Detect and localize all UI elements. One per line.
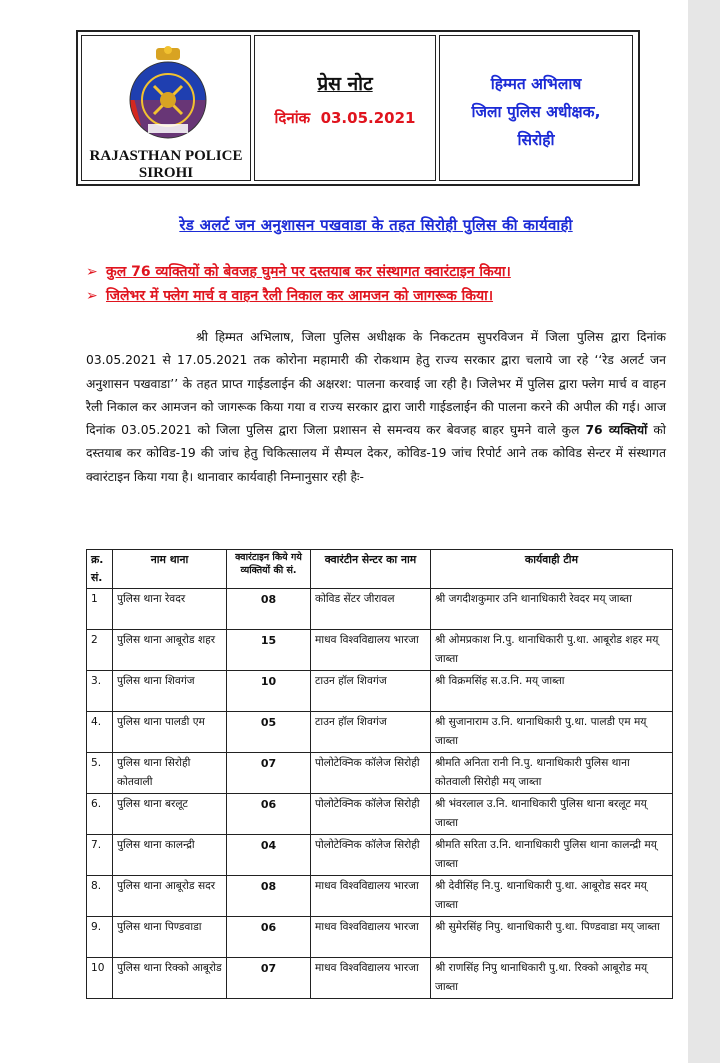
cell-count: 08 xyxy=(227,589,311,630)
body-text-part2: को दस्तयाब कर कोविड-19 की जांच हेतु चिकित्सालय में सैम्पल देकर, कोविड-19 जांच रिपोर्ट आने तक कोविड सेन्टर में संस्थागत क्वारंटाइन किया गया है। थानावार कार्यवाही निम्नानुसार रही हैः- xyxy=(86,423,666,484)
press-note-cell xyxy=(254,35,436,181)
table-row xyxy=(87,958,673,999)
cell-sno: 3. xyxy=(87,671,113,712)
cell-center: माधव विश्वविद्यालय भारजा xyxy=(311,958,431,999)
cell-team: श्री सुमेरसिंह निपु. थानाधिकारी पु.था. पिण्डवाडा मय् जाब्ता xyxy=(431,917,673,958)
bullet-item xyxy=(86,260,666,284)
cell-center: माधव विश्वविद्यालय भारजा xyxy=(311,876,431,917)
cell-count: 06 xyxy=(227,917,311,958)
officer-designation: जिला पुलिस अधीक्षक, xyxy=(471,103,601,121)
cell-station: पुलिस थाना कालन्द्री xyxy=(113,835,227,876)
cell-sno: 8. xyxy=(87,876,113,917)
cell-center: पोलोटेक्निक कॉलेज सिरोही xyxy=(311,794,431,835)
officer-block xyxy=(440,70,632,154)
date-label: दिनांक xyxy=(274,109,311,127)
table-row xyxy=(87,917,673,958)
header-box xyxy=(76,30,640,186)
cell-center: माधव विश्वविद्यालय भारजा xyxy=(311,917,431,958)
officer-district: सिरोही xyxy=(517,131,555,149)
logo-cell xyxy=(81,35,251,181)
cell-sno: 10 xyxy=(87,958,113,999)
cell-center: पोलोटेक्निक कॉलेज सिरोही xyxy=(311,835,431,876)
cell-center: कोविड सेंटर जीरावल xyxy=(311,589,431,630)
officer-cell xyxy=(439,35,633,181)
cell-sno: 9. xyxy=(87,917,113,958)
cell-center: पोलोटेक्निक कॉलेज सिरोही xyxy=(311,753,431,794)
cell-center: माधव विश्वविद्यालय भारजा xyxy=(311,630,431,671)
cell-team: श्री ओमप्रकाश नि.पु. थानाधिकारी पु.था. आबूरोड शहर मय् जाब्ता xyxy=(431,630,673,671)
cell-sno: 7. xyxy=(87,835,113,876)
cell-team: श्री देवीसिंह नि.पु. थानाधिकारी पु.था. आबूरोड सदर मय् जाब्ता xyxy=(431,876,673,917)
header-quarantined: क्वारंटाइन किये गये व्यक्तियों की सं. xyxy=(227,550,311,589)
bullet-item xyxy=(86,284,666,308)
rajasthan-police-emblem-icon xyxy=(124,42,212,142)
header-team: कार्यवाही टीम xyxy=(431,550,673,589)
police-name-line2: SIROHI xyxy=(138,165,194,181)
cell-station: पुलिस थाना सिरोही कोतवाली xyxy=(113,753,227,794)
cell-station: पुलिस थाना रिक्को आबूरोड xyxy=(113,958,227,999)
arrow-bullet-icon: ➢ xyxy=(86,264,98,280)
cell-team: श्री सुजानाराम उ.नि. थानाधिकारी पु.था. पालडी एम मय् जाब्ता xyxy=(431,712,673,753)
cell-station: पुलिस थाना पिण्डवाडा xyxy=(113,917,227,958)
body-text-part1: श्री हिम्मत अभिलाष, जिला पुलिस अधीक्षक के निकटतम सुपरविजन में जिला पुलिस द्वारा दिनांक 03.05.2021 से 17.05.2021 तक कोरोना महामारी की रोकथाम हेतु राज्य सरकार द्वारा चलाये जा रहे ‘‘रेड अलर्ट जन अनुशासन पखवाडा’’ के तहत प्राप्त गाईडलाईन की अक्षरश: पालना करवाई जा रही है। जिलेभर में पुलिस द्वारा फ्लेग मार्च व वाहन रैली निकाल कर आमजन को जागरूक किया गया व राज्य सरकार द्वारा जारी गाईडलाईन की पालना करने की अपील की गई। आज दिनांक 03.05.2021 को जिला पुलिस द्वारा जिला प्रशासन से समन्वय कर बेवजह बाहर घुमने वाले कुल xyxy=(86,330,666,438)
press-note-title: प्रेस नोट xyxy=(317,73,373,95)
cell-sno: 2 xyxy=(87,630,113,671)
cell-team: श्री विक्रमसिंह स.उ.नि. मय् जाब्ता xyxy=(431,671,673,712)
officer-name: हिम्मत अभिलाष xyxy=(490,75,582,93)
cell-sno: 6. xyxy=(87,794,113,835)
bullet-text: कुल 76 व्यक्तियों को बेवजह घुमने पर दस्तयाब कर संस्थागत क्वारंटाइन किया। xyxy=(106,264,511,280)
header-sno: क्र. सं. xyxy=(87,550,113,589)
bullet-text: जिलेभर में फ्लेग मार्च व वाहन रैली निकाल कर आमजन को जागरूक किया। xyxy=(106,288,494,304)
table-header-row xyxy=(87,550,673,589)
cell-count: 07 xyxy=(227,753,311,794)
cell-count: 15 xyxy=(227,630,311,671)
table-row xyxy=(87,835,673,876)
cell-station: पुलिस थाना आबूरोड सदर xyxy=(113,876,227,917)
table-row xyxy=(87,753,673,794)
cell-count: 10 xyxy=(227,671,311,712)
date-value: 03.05.2021 xyxy=(320,109,416,127)
table-row xyxy=(87,589,673,630)
cell-sno: 1 xyxy=(87,589,113,630)
cell-team: श्रीमति सरिता उ.नि. थानाधिकारी पुलिस थाना कालन्द्री मय् जाब्ता xyxy=(431,835,673,876)
police-name-line1: RAJASTHAN POLICE xyxy=(89,148,243,164)
cell-sno: 4. xyxy=(87,712,113,753)
police-name xyxy=(82,148,250,182)
document-title: रेड अलर्ट जन अनुशासन पखवाडा के तहत सिरोही पुलिस की कार्यवाही xyxy=(179,216,573,234)
cell-center: टाउन हॉल शिवगंज xyxy=(311,671,431,712)
cell-count: 05 xyxy=(227,712,311,753)
cell-sno: 5. xyxy=(87,753,113,794)
highlight-bullets xyxy=(86,260,666,308)
table-row xyxy=(87,671,673,712)
cell-team: श्री राणसिंह निपु थानाधिकारी पु.था. रिक्को आबूरोड मय् जाब्ता xyxy=(431,958,673,999)
table-row xyxy=(87,712,673,753)
action-table xyxy=(86,549,673,999)
cell-team: श्रीमति अनिता रानी नि.पु. थानाधिकारी पुलिस थाना कोतवाली सिरोही मय् जाब्ता xyxy=(431,753,673,794)
cell-station: पुलिस थाना बरलूट xyxy=(113,794,227,835)
header-station: नाम थाना xyxy=(113,550,227,589)
cell-station: पुलिस थाना रेवदर xyxy=(113,589,227,630)
arrow-bullet-icon: ➢ xyxy=(86,288,98,304)
cell-count: 08 xyxy=(227,876,311,917)
body-paragraph xyxy=(86,326,666,489)
table-row xyxy=(87,630,673,671)
cell-center: टाउन हॉल शिवगंज xyxy=(311,712,431,753)
cell-station: पुलिस थाना शिवगंज xyxy=(113,671,227,712)
cell-team: श्री भंवरलाल उ.नि. थानाधिकारी पुलिस थाना बरलूट मय् जाब्ता xyxy=(431,794,673,835)
table-row xyxy=(87,794,673,835)
header-center: क्वारंटीन सेन्टर का नाम xyxy=(311,550,431,589)
cell-team: श्री जगदीशकुमार उनि थानाधिकारी रेवदर मय् जाब्ता xyxy=(431,589,673,630)
scrollbar-gutter[interactable] xyxy=(688,0,720,1063)
cell-station: पुलिस थाना पालडी एम xyxy=(113,712,227,753)
press-note-date xyxy=(255,108,435,128)
cell-count: 04 xyxy=(227,835,311,876)
cell-count: 06 xyxy=(227,794,311,835)
cell-count: 07 xyxy=(227,958,311,999)
table-row xyxy=(87,876,673,917)
body-bold-count: 76 व्यक्तियों xyxy=(585,423,648,438)
cell-station: पुलिस थाना आबूरोड शहर xyxy=(113,630,227,671)
